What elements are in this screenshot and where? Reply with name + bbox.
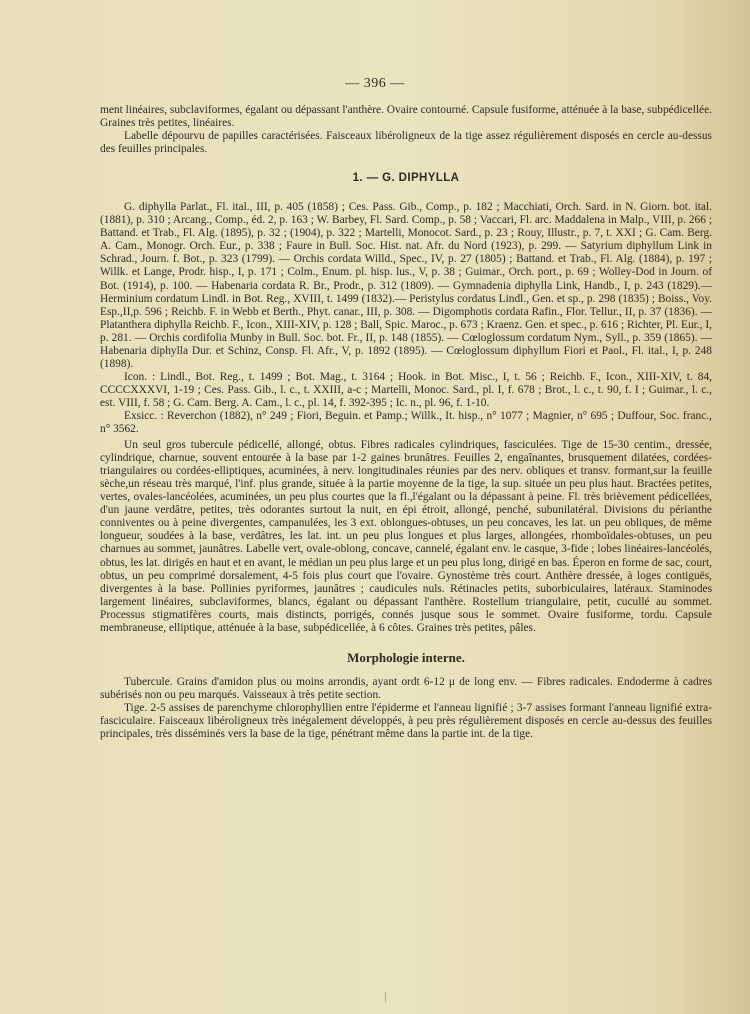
section-title: 1. — G. DIPHYLLA [352,172,460,185]
page-number: — 396 — [345,76,405,91]
subsection-title: Morphologie interne. [347,649,465,665]
icones-paragraph: Icon. : Lindl., Bot. Reg., t. 1499 ; Bot. Mag., t. 3164 ; Hook. in Bot. Misc., I, t. 56 ; Reichb. F., Icon., XIII-XIV, t. 84, CCCCXXXVI, 1-19 ; Ces. Pass. Gib., l. c., t. XXIII, a-c ; Martelli, Monoc. Sard., pl. I, f. 678 ; Brot., l. c., t. 90, f. I ; Guimar., l. c., est. VIII, f. 58 ; G. Cam. Berg. A. Cam., l. c., pl. 14, f. 392-395 ; Ic. n., pl. 96, f. 1-10. [100,370,712,409]
exsiccata-paragraph: Exsicc. : Reverchon (1882), n° 249 ; Fiori, Beguin. et Pamp.; Willk., It. hisp., n° 1077 ; Magnier, n° 695 ; Duffour, Soc. franc., n° 3562. [100,409,712,436]
tige-paragraph: Tige. 2-5 assises de parenchyme chlorophyllien entre l'épiderme et l'anneau lignifié ; 3-7 assises formant l'anneau lignifié extra-fasciculaire. Faisceaux libéroligneux très inégalement développés, à peu près régulièrement disposés en cercle au-dessus des feuilles principales, très disséminés vers la base de la tige, pénétrant même dans la partie int. de la tige. [100,701,712,741]
page-mark [385,992,392,1002]
synonymy-paragraph: G. diphylla Parlat., Fl. ital., III, p. 405 (1858) ; Ces. Pass. Gib., Comp., p. 182 ; Macchiati, Orch. Sard. in N. Giorn. bot. ital. (1881), p. 310 ; Arcang., Comp., éd. 2, p. 163 ; W. Barbey, Fl. Sard. Comp., p. 58 ; Vaccari, Fl. arc. Maddalena in Malp., VIII, p. 266 ; Battand. et Trab., Fl. Alg. (1895), p. 32 ; (1904), p. 322 ; Martelli, Monocot. Sard., p. 23 ; Rouy, Illustr., p. 7, t. XXI ; G. Cam. Berg. A. Cam., Monogr. Orch. Eur., p. 338 ; Faure in Bull. Soc. Hist. nat. Afr. du Nord (1923), p. 299. — Satyrium diphyllum Link in Schrad., Journ. f. Bot., p. 323 (1799). — Orchis cordata Willd., Spec., IV, p. 27 (1805) ; Battand. et Trab., Fl. Alg. (1884), p. 197 ; Willk. et Lange, Prodr. hisp., I, p. 171 ; Colm., Enum. pl. hisp. lus., V, p. 38 ; Guimar., Orch. port., p. 69 ; Wolley-Dod in Journ. of Bot. (1914), p. 100. — Habenaria cordata R. Br., Prodr., p. 312 (1809). — Gymnadenia diphylla Link, Handb., I, p. 243 (1829).— Herminium cordatum Lindl. in Bot. Reg., XVIII, t. 1499 (1832).— Peristylus cordatus Lindl., Gen. et sp., p. 298 (1835) ; Boiss., Voy. Esp.,II,p. 596 ; Reichb. F. in Webb et Berth., Phyt. canar., III, p. 308. — Digomphotis cordata Rafin., Flor. Tellur., II, p. 37 (1836). — Platanthera diphylla Reichb. F., Icon., XIII-XIV, p. 128 ; Ball, Spic. Maroc., p. 673 ; Kraenz. Gen. et spec., p. 616 ; Richter, Pl. Eur., I, p. 281. — Orchis cordifolia Munby in Bull. Soc. bot. Fr., II, p. 148 (1855). — Cœloglossum cordatum Nym., Syll., p. 359 (1865). — Habenaria diphylla Dur. et Schinz, Consp. Fl. Afr., V, p. 1892 (1895). — Cœloglossum diphyllum Fiori et Paol., Fl. ital., I, p. 248 (1898). [100,201,712,370]
tubercule-paragraph: Tubercule. Grains d'amidon plus ou moins arrondis, ayant ordt 6-12 μ de long env. — Fibres radicales. Endoderme à cadres subérisés non ou peu marqués. Vaisseaux à très petite section. [100,675,712,701]
intro-paragraph-labelle: Labelle dépourvu de papilles caractérisées. Faisceaux libéroligneux de la tige assez régulièrement disposés en cercle au-dessus des feuilles principales. [100,130,712,156]
page-content [100,104,712,741]
description-paragraph: Un seul gros tubercule pédicellé, allongé, obtus. Fibres radicales cylindriques, fasciculées. Tige de 15-30 centim., dressée, cylindrique, charnue, souvent entourée à la base par 1-2 gaines brunâtres. Feuilles 2, engaînantes, brusquement dilatées, cordées-triangulaires ou cordées-elliptiques, acuminées, à nerv. longitudinales réunies par des nerv. obliques et transv. formant,sur la feuille sèche,un réseau très marqué, l'inf. plus grande, située à la partie moyenne de la tige, la sup. située un peu plus haut. Bractées petites, vertes, ovales-lancéolées, acuminées, un peu plus courtes que la fl.,l'égalant ou la dépassant à peine. Fl. très brièvement pédicellées, d'un jaune verdâtre, petites, très odorantes surtout la nuit, en épi étroit, allongé, penché, subunilatéral. Divisions du périanthe conniventes ou à peine divergentes, campanulées, les 3 ext. oblongues-obtuses, un peu concaves, les lat. un peu obliques, de même longueur, soudées à la base, verdâtres, les lat. int. un peu plus longues et plus larges, allongées, rhomboïdales-obtuses, un peu charnues au sommet, jaunâtres. Labelle vert, ovale-oblong, concave, cannelé, égalant env. le casque, 3-fide ; lobes linéaires-lancéolés, obtus, les lat. dirigés en haut et en avant, le médian un peu plus large et un peu plus long, dirigé en bas. Éperon en forme de sac, court, obtus, un peu comprimé dorsalement, 4-5 fois plus court que l'ovaire. Gynostème très court. Anthère dressée, à loges contiguës, divergentes à la base. Pollinies pyriformes, jaunâtres ; caudicules nuls. Rétinacles petits, suborbiculaires, latéraux. Staminodes largement linéaires, subclaviformes, blancs, égalant ou dépassant l'anthère. Rostellum triangulaire, petit, cucullé au sommet. Processus stigmatifères courts, mais distincts, porrigés, connés jusque sous le sommet. Ovaire fusiforme, tordu. Capsule membraneuse, elliptique, atténuée à la base, subpédicellée, à 6 côtes. Graines très petites, pâles. [100,439,712,634]
intro-paragraph: ment linéaires, subclaviformes, égalant ou dépassant l'anthère. Ovaire contourné. Capsule fusiforme, atténuée à la base, subpédicellée. Graines très petites, linéaires. [100,104,712,130]
